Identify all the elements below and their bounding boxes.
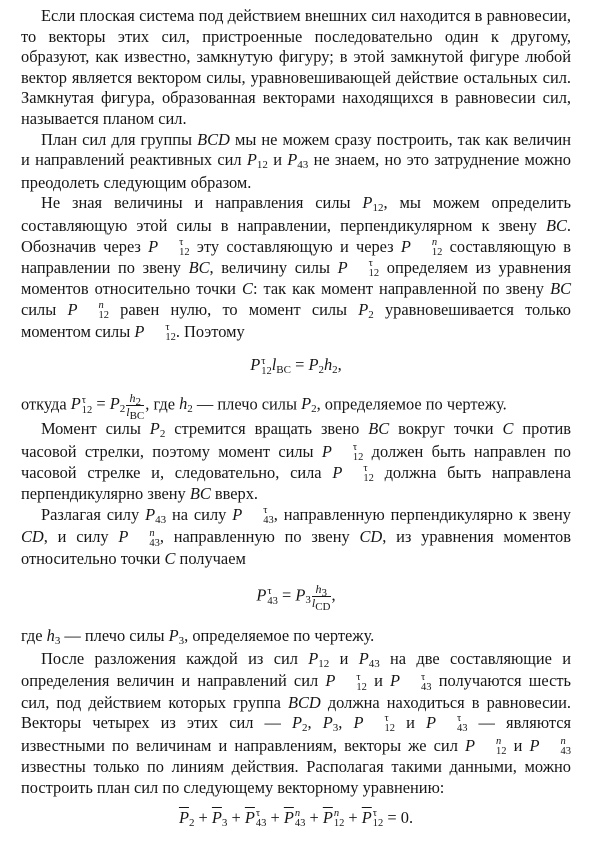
- paragraph-component-decomposition: [21, 193, 571, 343]
- text: и: [267, 150, 288, 170]
- math-P12-tau-fraction: P τ 12 = P2 $\frac{h2}{\text{lBC}}$: [70, 391, 145, 423]
- text: известны только по линиям действия. Располагая такими данными, можно построить план сил по следующему векторному уравнению:: [21, 756, 571, 797]
- text: составляющую в направлении по звену: [21, 236, 571, 277]
- math-h3: h3: [46, 626, 61, 648]
- text: равен нулю, то момент силы: [108, 299, 359, 319]
- paragraph-bcd-group: [21, 130, 571, 194]
- text: и: [506, 735, 530, 755]
- math-P3: P3: [168, 626, 185, 648]
- text: против часовой стрелки, поэтому момент силы: [21, 419, 572, 461]
- math-P12: P12: [246, 150, 268, 172]
- text: . Обозначив через: [21, 215, 571, 256]
- formula-P43-tau: P τ 43 = P3 $\frac{h3}{\text{lCD}}$ ,: [256, 582, 336, 614]
- math-P12-tau: P τ 12: [134, 322, 176, 344]
- math-bc: BC: [550, 279, 572, 298]
- paragraph-force-polygon: [21, 6, 571, 130]
- text: определяем из уравнения моментов относительно точки: [21, 257, 571, 298]
- math-P12-tau: P τ 12: [321, 441, 364, 463]
- math-bc: BC: [368, 419, 390, 439]
- text: Не зная величины и направления силы: [41, 193, 363, 213]
- text: . Поэтому: [175, 322, 245, 342]
- text: , величину силы: [209, 257, 338, 277]
- text: на две составляющие и определения величин и направлений сил: [21, 648, 572, 691]
- math-P43-tau: P τ 43: [232, 504, 274, 526]
- text: : так как момент направленной по звену: [252, 279, 551, 298]
- text: , направленную по звену: [159, 527, 360, 547]
- math-point-c: C: [164, 548, 176, 568]
- math-bcd: BCD: [197, 129, 230, 149]
- text: , и силу: [43, 527, 119, 547]
- text: стремится вращать звено: [165, 419, 369, 439]
- math-P12-tau: P τ 12: [332, 462, 374, 485]
- math-cd: CD: [359, 527, 383, 547]
- math-P12-n: P n 12: [465, 735, 507, 757]
- paragraph-whence: [21, 391, 571, 423]
- text: Момент силы: [41, 419, 150, 439]
- paragraph-h3: [21, 626, 571, 649]
- text: — являются известными по величинам и направлениям, векторы же сил: [21, 713, 572, 755]
- math-point-c: C: [502, 419, 514, 439]
- text: , определяемое по чертежу.: [316, 394, 507, 414]
- math-P12: P12: [308, 648, 330, 670]
- math-P2: P2: [301, 394, 317, 416]
- text: откуда: [21, 394, 71, 414]
- formula-moment-equation: P τ 12 lBC = P2h2,: [250, 355, 342, 377]
- math-bcd: BCD: [287, 692, 321, 712]
- text: Если плоская система под действием внешних сил находится в равновесии, то векторы этих сил, пристроенные последовательно один к другому, образуют, как известно, замкнутую фигуру; в этой замкнутой фигуре любой вектор является вектором силы, уравновешивающей действие остальных сил. Замкнутая фигура, образованная векторами находящихся в равновесии сил, называется планом сил.: [21, 6, 571, 128]
- text: должна находиться в равновесии. Векторы четырех из этих сил —: [21, 692, 571, 733]
- math-point-c: C: [242, 279, 253, 298]
- math-P43: P43: [287, 150, 309, 172]
- text: вверх.: [210, 484, 259, 504]
- text: и: [329, 648, 359, 668]
- math-h2: h2: [179, 394, 193, 416]
- text: получаем: [175, 548, 246, 568]
- text: Разлагая силу: [41, 504, 146, 524]
- math-P12-tau: P τ 12: [325, 671, 367, 693]
- math-P43-n: P n 43: [118, 527, 160, 549]
- text: , направленную перпендикулярно к звену: [273, 504, 571, 524]
- math-P12: P12: [362, 193, 384, 215]
- text: на силу: [166, 504, 233, 524]
- math-bc: BC: [545, 215, 567, 235]
- math-cd: CD: [21, 527, 44, 547]
- math-P12-tau: P τ 12: [148, 236, 190, 258]
- math-P43: P43: [358, 648, 380, 670]
- text: План сил для группы: [41, 129, 198, 149]
- math-P43: P43: [145, 504, 167, 526]
- text: получаются шесть сил, под действием которых группа: [21, 671, 571, 712]
- text: — плечо силы: [60, 626, 169, 646]
- math-P43-tau: P τ 43: [390, 671, 432, 693]
- text: где: [21, 626, 47, 646]
- math-bc: BC: [189, 484, 211, 504]
- math-P2: P2: [358, 299, 374, 321]
- text: мы не можем сразу построить, так как величин и направлений реактивных сил: [21, 129, 571, 170]
- text: эту составляющую и через: [189, 236, 401, 256]
- math-P2: P2: [149, 419, 166, 441]
- math-known-forces: P2, P3, P τ 12 и P τ 43: [292, 713, 468, 735]
- text: уравновешивается только моментом силы: [21, 299, 571, 342]
- text: , где: [145, 394, 180, 414]
- text: силы: [21, 299, 68, 319]
- math-bc: BC: [188, 257, 210, 277]
- text: должен быть направлен по часовой стрелке и, следовательно, сила: [21, 441, 571, 482]
- text: После разложения каждой из сил: [41, 648, 309, 668]
- text: и: [366, 671, 391, 691]
- paragraph-moment-direction: [21, 419, 571, 505]
- math-P12-n: P n 12: [400, 236, 443, 258]
- text: не знаем, но это затруднение можно преодолеть следующим образом.: [21, 150, 572, 192]
- text: , мы можем определить составляющую этой силы в направлении, перпендикулярном к звену: [21, 193, 571, 235]
- math-P12-tau: P τ 12: [337, 257, 380, 279]
- text: вокруг точки: [389, 419, 503, 439]
- text: , из уравнения моментов относительно точки: [21, 527, 571, 568]
- text: должна быть направлена перпендикулярно звену: [21, 462, 572, 504]
- paragraph-six-forces: [21, 649, 571, 798]
- formula-vector-equation: $\overline{P}2 + \overline{P}3 + \overline{P}$ τ 43 + $\overline{P}$ n 43 + $\overline{P}$ n 12 + $\overline{P}$ τ 12 = 0.: [178, 808, 414, 830]
- math-P12-n: P n 12: [67, 299, 109, 321]
- text: , определяемое по чертежу.: [184, 626, 375, 646]
- text: — плечо силы: [192, 394, 302, 414]
- math-P43-n: P n 43: [529, 735, 571, 757]
- paragraph-p43-decomposition: [21, 505, 571, 569]
